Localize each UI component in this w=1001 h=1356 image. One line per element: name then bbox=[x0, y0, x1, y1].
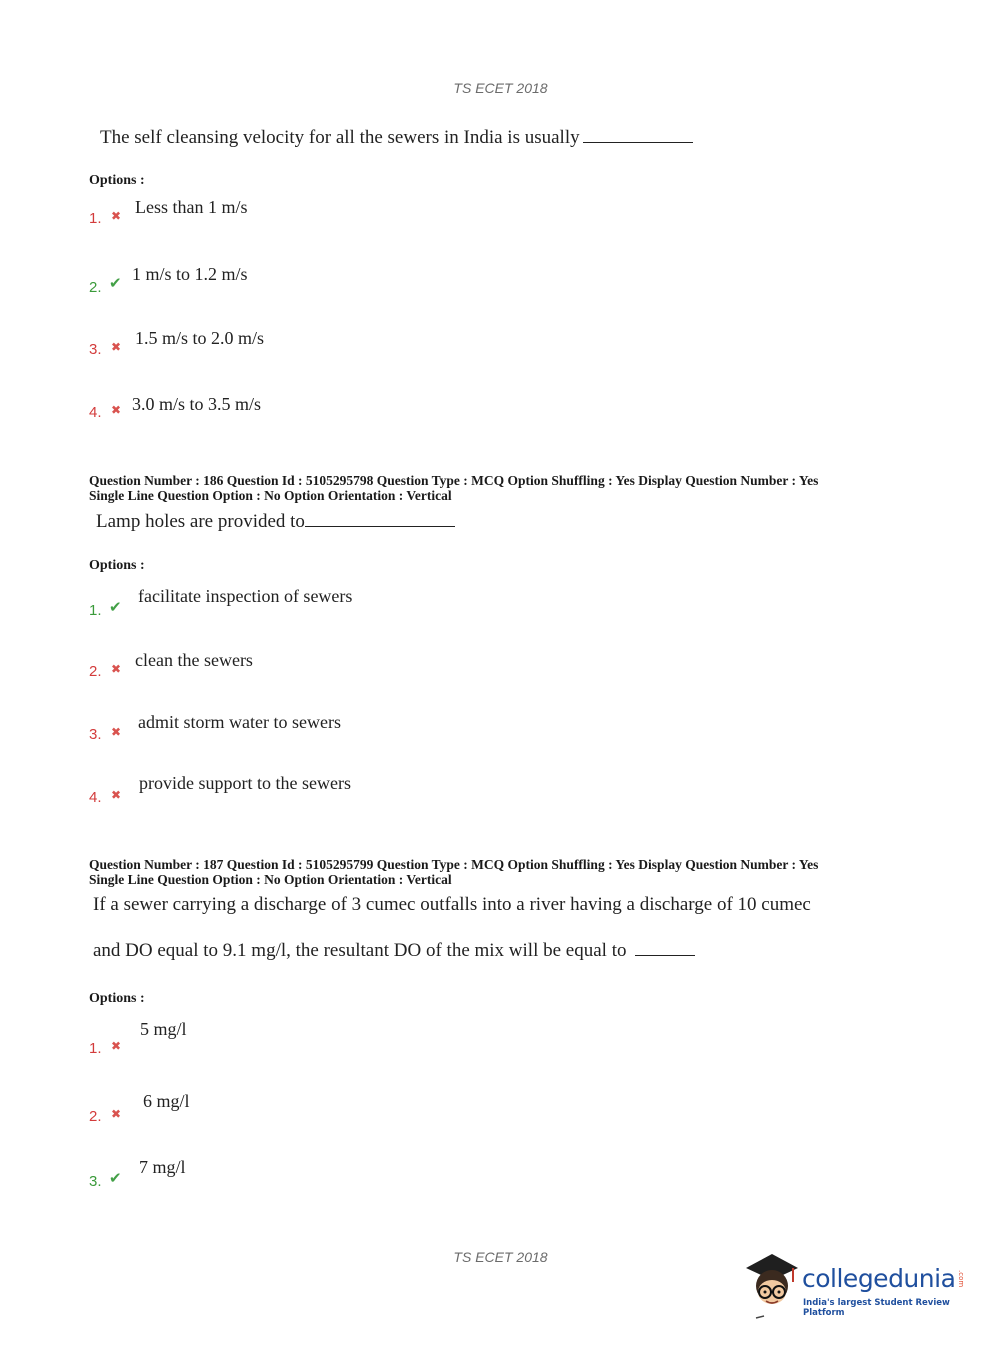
question-meta bbox=[89, 473, 818, 503]
option-text: 1.5 m/s to 2.0 m/s bbox=[135, 328, 265, 348]
page-header: TS ECET 2018 bbox=[453, 80, 548, 96]
question-text-content: and DO equal to 9.1 mg/l, the resultant DO of the mix will be equal to bbox=[93, 940, 627, 961]
option-row bbox=[89, 788, 122, 807]
option-text: 3.0 m/s to 3.5 m/s bbox=[132, 394, 262, 414]
check-mark-icon: ✔ bbox=[109, 274, 122, 292]
cross-mark-icon: ✖ bbox=[111, 340, 122, 354]
check-mark-icon: ✔ bbox=[109, 1169, 122, 1187]
option-row bbox=[89, 725, 122, 744]
option-number: 3. bbox=[89, 726, 102, 743]
option-number: 3. bbox=[89, 1173, 102, 1190]
page-footer: TS ECET 2018 bbox=[453, 1249, 548, 1265]
option-row bbox=[89, 340, 122, 359]
answer-blank bbox=[305, 525, 455, 527]
options-label: Options : bbox=[89, 558, 145, 573]
logo-tagline: India's largest Student Review Platform bbox=[803, 1298, 950, 1318]
option-text: 7 mg/l bbox=[139, 1157, 186, 1177]
question-text-line: If a sewer carrying a discharge of 3 cumec outfalls into a river having a discharge of 10 cumec bbox=[93, 894, 811, 915]
option-text: 6 mg/l bbox=[143, 1091, 190, 1111]
option-row bbox=[89, 209, 122, 228]
option-text: 5 mg/l bbox=[140, 1019, 187, 1039]
option-number: 1. bbox=[89, 1040, 102, 1057]
cross-mark-icon: ✖ bbox=[111, 725, 122, 739]
option-text: clean the sewers bbox=[135, 650, 253, 670]
question-text bbox=[96, 511, 455, 533]
option-row bbox=[89, 662, 122, 681]
option-text: facilitate inspection of sewers bbox=[138, 586, 353, 606]
option-number: 3. bbox=[89, 341, 102, 358]
question-text-content: The self cleansing velocity for all the sewers in India is usually bbox=[100, 127, 580, 148]
option-row bbox=[89, 1107, 122, 1126]
option-number: 2. bbox=[89, 663, 102, 680]
cross-mark-icon: ✖ bbox=[111, 1039, 122, 1053]
option-number: 2. bbox=[89, 1108, 102, 1125]
mascot-icon bbox=[742, 1250, 802, 1320]
answer-blank bbox=[635, 954, 695, 956]
answer-blank bbox=[583, 141, 693, 143]
logo-name: collegedunia bbox=[802, 1264, 956, 1293]
question-meta-line: Single Line Question Option : No Option Orientation : Vertical bbox=[89, 872, 452, 887]
question-text-content: Lamp holes are provided to bbox=[96, 511, 305, 532]
option-number: 4. bbox=[89, 789, 102, 806]
cross-mark-icon: ✖ bbox=[111, 209, 122, 223]
question-meta-line: Question Number : 186 Question Id : 5105295798 Question Type : MCQ Option Shuffling : Yes Display Question Number : Yes bbox=[89, 473, 819, 488]
cross-mark-icon: ✖ bbox=[111, 788, 122, 802]
option-row bbox=[89, 1039, 122, 1058]
option-text: provide support to the sewers bbox=[139, 773, 351, 793]
question-meta-line: Single Line Question Option : No Option Orientation : Vertical bbox=[89, 488, 452, 503]
option-text: Less than 1 m/s bbox=[135, 197, 248, 217]
cross-mark-icon: ✖ bbox=[111, 403, 122, 417]
option-number: 2. bbox=[89, 279, 102, 296]
option-row bbox=[89, 598, 122, 620]
option-text: admit storm water to sewers bbox=[138, 712, 341, 732]
cross-mark-icon: ✖ bbox=[111, 662, 122, 676]
check-mark-icon: ✔ bbox=[109, 598, 122, 616]
question-text-line bbox=[93, 940, 695, 962]
option-row bbox=[89, 1169, 122, 1191]
option-number: 1. bbox=[89, 602, 102, 619]
cross-mark-icon: ✖ bbox=[111, 1107, 122, 1121]
option-number: 4. bbox=[89, 404, 102, 421]
question-meta-line: Question Number : 187 Question Id : 5105295799 Question Type : MCQ Option Shuffling : Yes Display Question Number : Yes bbox=[89, 857, 819, 872]
option-row bbox=[89, 403, 122, 422]
question-text bbox=[100, 127, 693, 149]
question-meta bbox=[89, 857, 818, 887]
options-label: Options : bbox=[89, 173, 145, 188]
option-number: 1. bbox=[89, 210, 102, 227]
option-row bbox=[89, 274, 122, 297]
logo-suffix: .com bbox=[957, 1270, 965, 1288]
collegedunia-logo bbox=[742, 1250, 972, 1320]
options-label: Options : bbox=[89, 991, 145, 1006]
option-text: 1 m/s to 1.2 m/s bbox=[132, 264, 248, 284]
